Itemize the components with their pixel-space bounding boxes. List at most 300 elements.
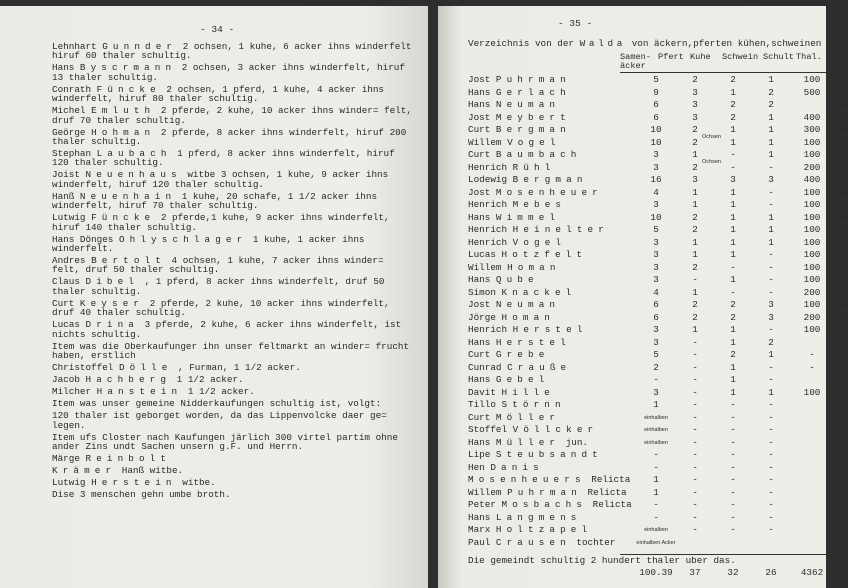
name-cell (468, 425, 598, 435)
first-name: Curt (468, 349, 491, 360)
paragraph (52, 454, 414, 463)
thal-cell: 80 (836, 299, 848, 310)
thal-cell: - (839, 461, 845, 473)
person-surname: Füncke (96, 83, 161, 95)
surname: Neuman (495, 99, 561, 110)
paragraph-text: Item was die Oberkaufunger ihn unser feltmarkt an winder= frucht haben, erstlich (52, 340, 410, 362)
name-cell (468, 375, 549, 385)
schult-cell: 200 (803, 311, 821, 323)
schwein-cell: - (768, 199, 774, 210)
kuhe-cell: 1 (730, 86, 736, 98)
header-schult: Schult (763, 52, 794, 62)
pferd-cell: 2 (692, 224, 698, 235)
pferd-cell: - (692, 349, 698, 360)
thal-cell: 50 (836, 186, 848, 198)
schwein-cell: 2 (768, 86, 774, 98)
schwein-cell: 3 (768, 174, 774, 185)
name-cell (468, 300, 560, 310)
paragraph-text: Item ufs Closter nach Kaufungen järlich 300 virtel partim ohne ander Zins undt Sachen unsern g.F. und Herrn. (52, 431, 398, 452)
name-cell (468, 200, 566, 210)
thal-cell: 20 (836, 74, 848, 85)
name-cell (468, 88, 571, 98)
schwein-cell: - (768, 286, 774, 298)
kuhe-cell: - (730, 486, 736, 498)
first-name: Jörge (468, 311, 496, 323)
acker-cell: einhalben (644, 427, 668, 433)
person-first-name: Hans Dönges (52, 233, 114, 245)
surname: Herstel (512, 324, 588, 335)
first-name: Cunrad (468, 361, 502, 373)
header-acker: Samen- (620, 52, 651, 62)
person-surname: Dibel (85, 276, 139, 288)
paragraph (52, 63, 414, 82)
title-name: Walda (579, 38, 627, 49)
kuhe-cell: 2 (730, 111, 736, 123)
name-cell (468, 438, 588, 448)
acker-cell: - (653, 449, 659, 460)
schwein-cell: 1 (768, 236, 774, 248)
surname: Müller (495, 436, 561, 448)
first-name: Jost (468, 111, 491, 123)
paragraph (52, 342, 414, 361)
ochsen-note: Ochsen (702, 159, 721, 165)
first-name: Curt (468, 124, 491, 135)
acker-cell: - (653, 511, 659, 523)
surname: Rühl (512, 161, 556, 173)
thal-cell: 50 (836, 124, 848, 135)
person-first-name: Stephan (52, 148, 92, 160)
name-cell (468, 388, 555, 398)
schult-cell: 400 (803, 111, 821, 123)
thal-cell: 40 (836, 399, 848, 410)
person-surname: Gunnder (102, 41, 178, 52)
table-row (468, 538, 826, 551)
kuhe-cell: - (730, 474, 736, 485)
pferd-cell: - (692, 386, 698, 398)
name-cell (468, 463, 544, 473)
schult-cell: 100 (803, 186, 821, 198)
surname: Puhrman (507, 486, 582, 498)
thal-cell: 20 (836, 336, 848, 348)
acker-cell: 5 (653, 224, 659, 235)
paragraph-text: 1 pferd, 8 acker ihns winderfelt, hiruf 120 thaler schultig. (52, 148, 395, 169)
person-first-name: Milcher (52, 386, 92, 398)
surname: Störnn (501, 399, 566, 410)
pferd-cell: 1 (692, 149, 698, 160)
kuhe-cell: - (730, 149, 736, 160)
schwein-cell: - (768, 424, 774, 435)
name-cell (468, 488, 627, 498)
kuhe-cell: 3 (730, 174, 736, 185)
surname: Gebel (495, 374, 550, 385)
thal-cell: - (839, 449, 845, 460)
pferd-cell: - (692, 411, 698, 423)
table-body (468, 74, 848, 550)
acker-cell: - (653, 499, 659, 510)
acker-cell: - (653, 374, 659, 385)
paragraph-text: Dise 3 menschen gehn umbe broth. (52, 488, 231, 500)
kuhe-cell: - (730, 499, 736, 510)
pferd-cell: 1 (692, 249, 698, 260)
first-name: Hans (468, 374, 491, 385)
surname: Puhrman (495, 74, 571, 85)
thal-cell: 20 (836, 274, 848, 285)
thal-cell: 10 (836, 411, 848, 423)
name-cell (468, 363, 571, 373)
kuhe-cell: - (730, 461, 736, 473)
first-name: Willem (468, 486, 502, 498)
pferd-cell: 1 (692, 324, 698, 335)
paragraph-text: 2 ochsen, 3 acker ihns winderfelt, hiruf 13 thaler schultig. (52, 62, 405, 83)
schwein-cell: - (768, 374, 774, 385)
acker-cell: 3 (653, 149, 659, 160)
schwein-cell: - (768, 436, 774, 448)
paragraph (52, 478, 414, 487)
person-surname: Reinbolt (85, 452, 172, 464)
kuhe-cell: 1 (730, 324, 736, 335)
person-surname: Laubach (96, 148, 172, 160)
paragraph-text: Hanß witbe. (121, 464, 184, 476)
schult-cell: 100 (803, 386, 821, 398)
acker-cell: 3 (653, 199, 659, 210)
acker-cell: 3 (653, 236, 659, 248)
paragraph (52, 85, 414, 104)
thal-cell: - (839, 524, 845, 535)
surname: Mosbachs (501, 499, 588, 510)
paragraph-text: 120 thaler ist geborget worden, da das Lippenvolcke daer ge= legen. (52, 410, 387, 431)
paragraph (52, 399, 414, 408)
schwein-cell: 3 (768, 299, 774, 310)
schwein-cell: - (768, 461, 774, 473)
acker-cell: 2 (653, 361, 659, 373)
kuhe-cell: - (730, 511, 736, 523)
kuhe-cell: 2 (730, 299, 736, 310)
thal-cell: - (839, 499, 845, 510)
acker-cell: 3 (653, 324, 659, 335)
person-first-name: Lutwig (52, 476, 86, 488)
surname: Herstel (495, 336, 571, 348)
first-name: Lucas (468, 249, 496, 260)
paragraph (52, 42, 414, 61)
name-cell (468, 538, 615, 548)
person-first-name: Jacob (52, 374, 80, 386)
thal-cell: 20 (836, 486, 848, 498)
paragraph-text: 2 ochsen, 1 pferd, 1 kuhe, 4 acker ihns winderfelt, hiruf 80 thaler schultig. (52, 83, 385, 105)
schult-cell: 100 (803, 236, 821, 248)
paragraph (52, 363, 414, 372)
schwein-cell: 3 (768, 311, 774, 323)
pferd-cell: 2 (692, 311, 698, 323)
schult-cell: 100 (803, 224, 821, 235)
totals-row (468, 568, 826, 579)
pferd-cell: - (692, 524, 698, 535)
acker-cell: 3 (653, 274, 659, 285)
schwein-cell: - (768, 274, 774, 285)
acker-cell: einhalben (644, 439, 668, 446)
footer-note: Die gemeindt schultig 2 hundert thaler uber das. (468, 555, 736, 566)
name-cell (468, 238, 566, 248)
first-name: Tillo (468, 399, 496, 410)
thal-cell: 10 (836, 374, 848, 385)
paragraph (52, 235, 414, 254)
acker-cell: einhalben (644, 527, 668, 533)
paragraph-text: 2 pferde, 8 acker ihns winderfelt, hiruf 200 thaler schultig. (52, 126, 407, 148)
acker-cell: 3 (653, 261, 659, 273)
acker-cell: 1 (653, 486, 659, 498)
pferd-cell: 2 (692, 261, 698, 273)
header-rule (620, 72, 826, 73)
acker-cell: 6 (653, 99, 659, 110)
total-pferd: 37 (689, 567, 701, 578)
pferd-cell: 2 (692, 299, 698, 310)
pferd-cell: 2 (692, 124, 698, 135)
paragraph (52, 466, 414, 475)
paragraph-text: 1 kuhe, 1 acker ihns winderfelt. (52, 233, 365, 255)
paragraph (52, 128, 414, 147)
paragraph (52, 490, 414, 499)
first-name: Jost (468, 299, 491, 310)
schult-cell: 100 (803, 299, 821, 310)
kuhe-cell: 1 (730, 236, 736, 248)
schult-cell: 100 (803, 211, 821, 223)
name-suffix: Relicta (592, 499, 632, 510)
schwein-cell: - (768, 161, 774, 173)
kuhe-cell: - (730, 424, 736, 435)
first-name: Hans (468, 336, 491, 348)
first-name: Hans (468, 436, 491, 448)
name-cell (468, 188, 603, 198)
schwein-cell: 1 (768, 124, 774, 135)
first-name: Curt (468, 149, 491, 160)
surname: Crausen (495, 536, 571, 548)
schult-cell: 100 (803, 274, 821, 285)
pferd-cell: - (692, 449, 698, 460)
first-name: Henrich (468, 199, 508, 210)
schwein-cell: - (768, 474, 774, 485)
pferd-cell: - (692, 486, 698, 498)
kuhe-cell: - (730, 524, 736, 535)
total-schwein: 26 (765, 567, 777, 578)
thal-cell: 60 (836, 136, 848, 148)
name-cell (468, 250, 587, 260)
schwein-cell: - (768, 449, 774, 460)
pferd-cell: - (692, 374, 698, 385)
surname: Steubsandt (495, 449, 603, 460)
pferd-cell: - (692, 424, 698, 435)
person-first-name: Conrath (52, 83, 92, 95)
table-title (468, 39, 821, 49)
acker-cell: 6 (653, 111, 659, 123)
surname: Grebe (495, 349, 550, 360)
person-surname: Byscrmann (79, 62, 177, 74)
surname: Mosenheuers (468, 474, 586, 485)
name-cell (468, 225, 609, 235)
pferd-cell: 3 (692, 111, 698, 123)
first-name: Lodewig (468, 174, 508, 185)
kuhe-cell: 1 (730, 136, 736, 148)
first-name: Jost (468, 74, 491, 85)
person-first-name: Märge (52, 452, 80, 464)
paragraph-text: 2 ochsen, 1 kuhe, 6 acker ihns winderfelt hiruf 60 thaler schultig. (52, 41, 412, 62)
pferd-cell: 1 (692, 186, 698, 198)
header-thal: Thal. (796, 52, 822, 62)
schwein-cell: - (768, 249, 774, 260)
kuhe-cell: - (730, 399, 736, 410)
person-surname: Herstein (91, 476, 177, 488)
surname: Wimmel (495, 211, 561, 223)
schult-cell: - (809, 349, 815, 360)
paragraph (52, 106, 414, 125)
paragraph-text: 2 pferde, 2 kuhe, 10 acker ihns winder= felt, druf 70 thaler schultig. (52, 105, 412, 126)
first-name: Willem (468, 136, 502, 148)
pferd-cell: - (692, 499, 698, 510)
pferd-cell: 1 (692, 286, 698, 298)
schwein-cell: 1 (768, 211, 774, 223)
name-cell (468, 450, 603, 460)
surname: Vogel (512, 236, 567, 248)
name-cell (468, 525, 592, 535)
total-schult: 4362 (800, 567, 824, 578)
first-name: Stoffel (468, 424, 508, 435)
kuhe-cell: - (730, 161, 736, 173)
schwein-cell: - (768, 186, 774, 198)
surname: Langmens (495, 511, 582, 523)
schult-cell: 100 (803, 74, 821, 85)
schwein-cell: 1 (768, 149, 774, 160)
schult-cell: 100 (803, 199, 821, 210)
pferd-cell: - (692, 274, 698, 285)
page-number: - 34 - (200, 24, 235, 35)
person-first-name: Joist (52, 169, 80, 181)
name-cell (468, 263, 561, 273)
paragraph (52, 149, 414, 168)
surname: Hille (501, 386, 555, 398)
kuhe-cell: 2 (730, 74, 736, 85)
person-surname: Krämer (52, 464, 117, 476)
schult-cell: 100 (803, 149, 821, 160)
kuhe-cell: 1 (730, 336, 736, 348)
surname: Danis (490, 461, 544, 473)
first-name: Henrich (468, 324, 508, 335)
person-surname: Neuenhain (79, 190, 177, 202)
first-name: Willem (468, 261, 502, 273)
pferd-cell: 1 (692, 199, 698, 210)
schult-cell: 100 (803, 324, 821, 335)
kuhe-cell: 1 (730, 124, 736, 135)
schwein-cell: 1 (768, 349, 774, 360)
paragraph (52, 320, 414, 339)
first-name: Davit (468, 386, 496, 398)
schult-cell: 300 (803, 124, 821, 135)
name-cell (468, 175, 588, 185)
acker-cell: 10 (650, 136, 662, 148)
surname: Knackel (501, 286, 577, 298)
person-first-name: Lucas (52, 319, 80, 331)
person-surname: Dölle (118, 362, 173, 374)
name-cell (468, 500, 632, 510)
first-name: Lipe (468, 449, 491, 460)
first-name: Jost (468, 186, 491, 198)
person-surname: Füncke (91, 212, 156, 224)
paragraph-text: 2 pferde, 2 kuhe, 10 acker ihns winderfelt, druf 40 thaler schultig. (52, 297, 390, 319)
acker-cell: 16 (650, 174, 662, 185)
paragraph (52, 299, 414, 318)
paragraph (52, 411, 414, 430)
acker-cell: 1 (653, 474, 659, 485)
person-first-name: Christoffel (52, 362, 114, 374)
paragraph-text: witbe 3 ochsen, 1 kuhe, 9 acker ihns winderfelt, hiruf 120 thaler schultig. (52, 169, 389, 190)
paragraph (52, 256, 414, 275)
person-first-name: Claus (52, 276, 80, 288)
acker-cell: 9 (653, 86, 659, 98)
paragraph-text: witbe. (182, 476, 216, 488)
acker-cell: 6 (653, 299, 659, 310)
schult-cell: 100 (803, 249, 821, 260)
kuhe-cell: - (730, 411, 736, 423)
person-first-name: Curt (52, 297, 75, 309)
name-cell (468, 513, 581, 523)
kuhe-cell: - (730, 449, 736, 460)
person-first-name: Andres (52, 255, 86, 267)
right-page (438, 6, 848, 588)
kuhe-cell: 1 (730, 199, 736, 210)
surname: Qube (495, 274, 539, 285)
name-cell (468, 213, 560, 223)
pferd-cell: - (692, 436, 698, 448)
paragraph (52, 433, 414, 452)
person-first-name: Geörge (52, 126, 86, 138)
paragraph-text: Item was unser gemeine Nidderkaufungen schultig ist, volgt: (52, 398, 382, 410)
person-surname: Keyser (79, 297, 145, 309)
acker-cell: einhalben Acker (636, 539, 676, 546)
pferd-cell: 2 (692, 211, 698, 223)
kuhe-cell: - (730, 286, 736, 298)
person-surname: Neuenhaus (85, 169, 182, 181)
person-first-name: Hans (52, 62, 75, 74)
acker-cell: 10 (650, 211, 662, 223)
schwein-cell: - (768, 499, 774, 510)
name-cell (468, 100, 560, 110)
acker-cell: 3 (653, 249, 659, 260)
person-surname: Bertolt (91, 255, 166, 267)
paragraph-text: 4 ochsen, 1 kuhe, 7 acker ihns winder= felt, druf 50 thaler schultig. (52, 255, 384, 276)
schult-cell: 400 (803, 174, 821, 185)
pferd-cell: - (692, 511, 698, 523)
acker-cell: 3 (653, 161, 659, 173)
schwein-cell: - (768, 411, 774, 423)
thal-cell: 12 (836, 424, 848, 435)
kuhe-cell: 2 (730, 349, 736, 360)
first-name: Simon (468, 286, 496, 298)
paragraph-text: 1 1/2 acker. (187, 386, 255, 398)
person-surname: Emluth (91, 105, 156, 117)
paragraph (52, 192, 414, 211)
schult-cell: 100 (803, 136, 821, 148)
paragraph-text: 3 pferde, 2 kuhe, 6 acker ihns winderfelt, ist nichts schultig. (52, 319, 402, 340)
schwein-cell: - (768, 324, 774, 335)
person-surname: Hanstein (96, 386, 183, 398)
schwein-cell: - (768, 486, 774, 498)
surname: Völlcker (512, 424, 599, 435)
acker-cell: 5 (653, 349, 659, 360)
paragraph-text: 2 pferde,1 kuhe, 9 acker ihns winderfelt, hiruf 140 thaler schultig. (52, 212, 390, 233)
schwein-cell: 2 (768, 336, 774, 348)
name-cell (468, 75, 571, 85)
first-name: Marx (468, 524, 491, 535)
surname: Gerlach (495, 86, 571, 98)
thal-cell: 50 (836, 199, 848, 210)
kuhe-cell: 1 (730, 224, 736, 235)
